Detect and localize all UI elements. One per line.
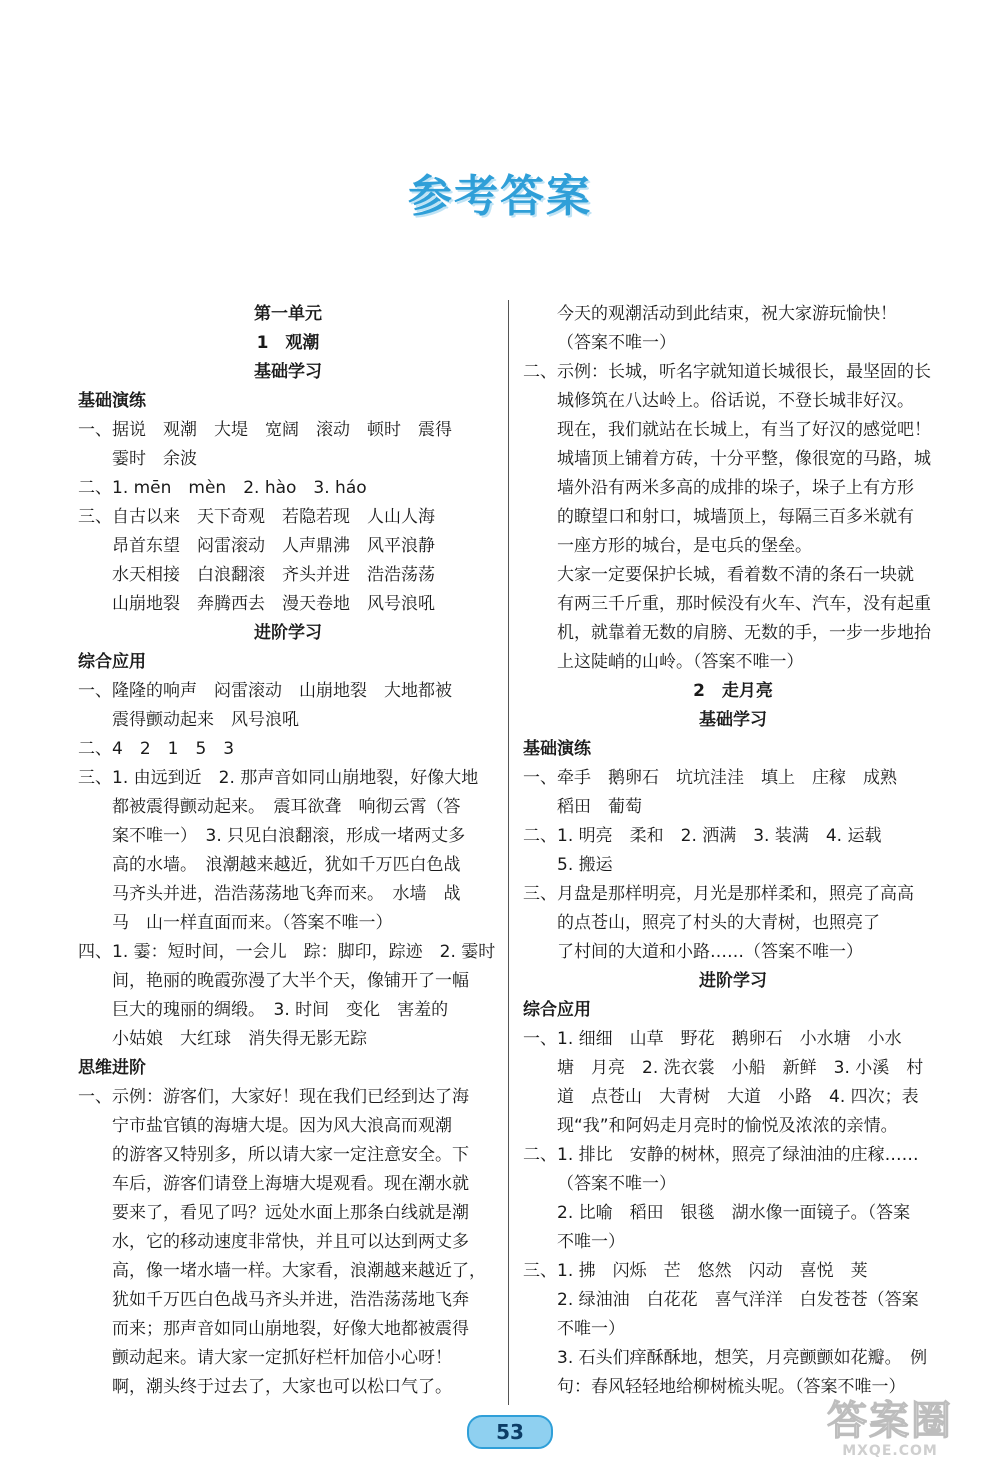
answer-line: 不唯一） <box>557 1232 625 1252</box>
answer-line: 马 山一样直面而来。（答案不唯一） <box>112 913 393 933</box>
lesson-heading: 2 走月亮 <box>693 681 773 701</box>
answer-line: 一、牵手 鹅卵石 坑坑洼洼 填上 庄稼 成熟 <box>523 768 897 788</box>
answer-line: 今天的观潮活动到此结束，祝大家游玩愉快！ <box>557 304 897 324</box>
answer-line: 一、示例：游客们，大家好！现在我们已经到达了海 <box>78 1087 469 1107</box>
answer-line: 一、1. 细细 山草 野花 鹅卵石 小水塘 小水 <box>523 1029 902 1049</box>
answer-line: 车后，游客们请登上海塘大堤观看。现在潮水就 <box>112 1174 469 1194</box>
lesson-heading: 1 观潮 <box>256 333 320 353</box>
answer-line: 大家一定要保护长城，看着数不清的条石一块就 <box>557 565 914 585</box>
unit-heading: 第一单元 <box>254 304 322 324</box>
answer-line: 三、1. 拂 闪烁 芒 悠然 闪动 喜悦 荚 <box>523 1261 868 1281</box>
answer-line: 啊，潮头终于过去了，大家也可以松口气了。 <box>112 1377 452 1397</box>
page-title: 参考答案 <box>408 171 592 222</box>
subsection-heading: 基础演练 <box>78 391 146 411</box>
answer-line: 2. 比喻 稻田 银毯 湖水像一面镜子。（答案 <box>557 1203 911 1223</box>
column-divider <box>508 300 509 1405</box>
answer-line: 现“我”和阿妈走月亮时的愉悦及浓浓的亲情。 <box>557 1116 898 1136</box>
answer-line: 句：春风轻轻地给柳树梳头呢。（答案不唯一） <box>557 1377 906 1397</box>
answer-line: 5. 搬运 <box>557 855 613 875</box>
answer-line: 道 点苍山 大青树 大道 小路 4. 四次；表 <box>557 1087 919 1107</box>
answer-line: 3. 石头们痒酥酥地，想笑，月亮颤颤如花瓣。 例 <box>557 1348 928 1368</box>
answer-line: 山崩地裂 奔腾西去 漫天卷地 风号浪吼 <box>112 594 435 614</box>
subsection-heading: 基础演练 <box>523 739 591 759</box>
section-heading: 进阶学习 <box>254 623 322 643</box>
answer-line: 一座方形的城台，是屯兵的堡垒。 <box>557 536 812 556</box>
answer-line: 要来了，看见了吗？远处水面上那条白线就是潮 <box>112 1203 469 1223</box>
subsection-heading: 综合应用 <box>523 1000 591 1020</box>
section-heading: 基础学习 <box>254 362 322 382</box>
answer-line: 的游客又特别多，所以请大家一定注意安全。下 <box>112 1145 469 1165</box>
right-column <box>523 300 943 1402</box>
answer-line: 水，它的移动速度非常快，并且可以达到两丈多 <box>112 1232 469 1252</box>
answer-line: 水天相接 白浪翻滚 齐头并进 浩浩荡荡 <box>112 565 435 585</box>
answer-line: 的瞭望口和射口，城墙顶上，每隔三百多米就有 <box>557 507 914 527</box>
answer-line: 2. 绿油油 白花花 喜气洋洋 白发苍苍（答案 <box>557 1290 919 1310</box>
answer-line: 高的水墙。 浪潮越来越近，犹如千万匹白色战 <box>112 855 461 875</box>
answer-line: 了村间的大道和小路……（答案不唯一） <box>557 942 863 962</box>
watermark-logo: 答案圈 <box>827 1398 953 1444</box>
answer-line: 上这陡峭的山岭。（答案不唯一） <box>557 652 804 672</box>
answer-line: 城墙顶上铺着方砖，十分平整，像很宽的马路，城 <box>557 449 931 469</box>
answer-line: 二、1. 排比 安静的树林，照亮了绿油油的庄稼…… <box>523 1145 919 1165</box>
site-watermark <box>790 1399 990 1459</box>
answer-line: 二、1. 明亮 柔和 2. 洒满 3. 装满 4. 运载 <box>523 826 882 846</box>
watermark-url: MXQE.COM <box>842 1443 938 1459</box>
answer-line: 二、1. mēn mèn 2. hào 3. háo <box>78 478 367 498</box>
answer-line: 机，就靠着无数的肩膀、无数的手，一步一步地抬 <box>557 623 931 643</box>
answer-line: 马齐头并进，浩浩荡荡地飞奔而来。 水墙 战 <box>112 884 461 904</box>
answer-line: 宁市盐官镇的海塘大堤。因为风大浪高而观潮 <box>112 1116 452 1136</box>
left-column <box>78 300 498 1402</box>
answer-line: 二、示例：长城，听名字就知道长城很长，最坚固的长 <box>523 362 931 382</box>
answer-line: 的点苍山，照亮了村头的大青树，也照亮了 <box>557 913 880 933</box>
answer-line: 都被震得颤动起来。 震耳欲聋 响彻云霄（答 <box>112 797 461 817</box>
subsection-heading: 思维进阶 <box>78 1058 146 1078</box>
answer-line: 一、隆隆的响声 闷雷滚动 山崩地裂 大地都被 <box>78 681 452 701</box>
section-heading: 基础学习 <box>699 710 767 730</box>
section-heading: 进阶学习 <box>699 971 767 991</box>
answer-line: 三、月盘是那样明亮，月光是那样柔和，照亮了高高 <box>523 884 914 904</box>
answer-line: 四、1. 霎：短时间，一会儿 踪：脚印，踪迹 2. 霎时 <box>78 942 496 962</box>
answer-line: 有两三千斤重，那时候没有火车、汽车，没有起重 <box>557 594 931 614</box>
answer-line: 三、自古以来 天下奇观 若隐若现 人山人海 <box>78 507 435 527</box>
subsection-heading: 综合应用 <box>78 652 146 672</box>
answer-line: 而来；那声音如同山崩地裂，好像大地都被震得 <box>112 1319 469 1339</box>
answer-line: 霎时 余波 <box>112 449 197 469</box>
answer-line: 三、1. 由远到近 2. 那声音如同山崩地裂，好像大地 <box>78 768 479 788</box>
answer-line: 一、据说 观潮 大堤 宽阔 滚动 顿时 震得 <box>78 420 452 440</box>
answer-line: 不唯一） <box>557 1319 625 1339</box>
answer-line: （答案不唯一） <box>557 333 676 353</box>
answer-line: 墙外沿有两米多高的成排的垛子，垛子上有方形 <box>557 478 914 498</box>
page-number: 53 <box>467 1415 553 1449</box>
answer-line: 巨大的瑰丽的绸缎。 3. 时间 变化 害羞的 <box>112 1000 449 1020</box>
answer-line: 二、4 2 1 5 3 <box>78 739 235 759</box>
answer-line: 案不唯一） 3. 只见白浪翻滚，形成一堵两丈多 <box>112 826 466 846</box>
answer-line: 颤动起来。请大家一定抓好栏杆加倍小心呀！ <box>112 1348 452 1368</box>
answer-line: 现在，我们就站在长城上，有当了好汉的感觉吧！ <box>557 420 931 440</box>
answer-line: 昂首东望 闷雷滚动 人声鼎沸 风平浪静 <box>112 536 435 556</box>
answer-line: 震得颤动起来 风号浪吼 <box>112 710 299 730</box>
answer-line: 塘 月亮 2. 洗衣裳 小船 新鲜 3. 小溪 村 <box>557 1058 924 1078</box>
answer-line: 小姑娘 大红球 消失得无影无踪 <box>112 1029 367 1049</box>
answer-line: 城修筑在八达岭上。俗话说，不登长城非好汉。 <box>557 391 914 411</box>
answer-line: 高，像一堵水墙一样。大家看，浪潮越来越近了， <box>112 1261 486 1281</box>
answer-line: （答案不唯一） <box>557 1174 676 1194</box>
answer-line: 犹如千万匹白色战马齐头并进，浩浩荡荡地飞奔 <box>112 1290 469 1310</box>
answer-line: 间，艳丽的晚霞弥漫了大半个天，像铺开了一幅 <box>112 971 469 991</box>
answer-line: 稻田 葡萄 <box>557 797 642 817</box>
